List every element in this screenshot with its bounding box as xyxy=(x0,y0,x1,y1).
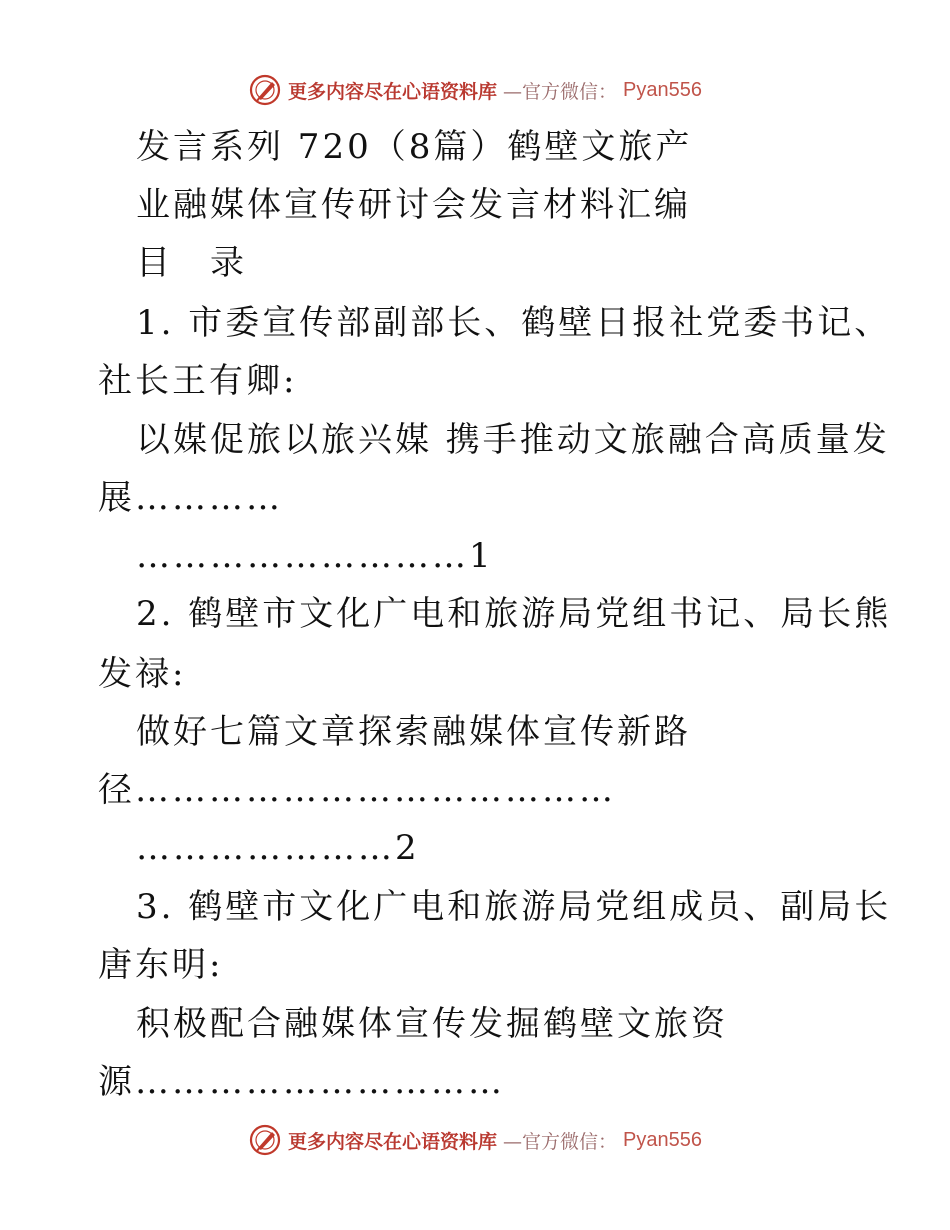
watermark-suffix: —官方微信： xyxy=(503,80,618,103)
watermark-banner-top xyxy=(0,70,950,110)
doc-title-line-2: 业融媒体宣传研讨会发言材料汇编 xyxy=(136,185,691,225)
toc-entry-2-speaker-line-2: 发禄: xyxy=(98,654,187,694)
watermark-text: 更多内容尽在心语资料库 xyxy=(288,1130,498,1153)
pen-logo-icon xyxy=(248,1123,282,1157)
toc-entry-1-page: ………………………1 xyxy=(136,536,494,576)
toc-entry-1-speaker-line-1: 1. 市委宣传部副部长、鹤壁日报社党委书记、 xyxy=(136,303,892,343)
toc-entry-1-title-line-1: 以媒促旅以旅兴媒 携手推动文旅融合高质量发 xyxy=(136,420,890,460)
watermark-wechat-id: Pyan556 xyxy=(623,78,702,101)
toc-entry-1-speaker-line-2: 社长王有卿: xyxy=(98,361,298,401)
toc-entry-2-page: …………………2 xyxy=(136,828,420,868)
watermark-suffix: —官方微信： xyxy=(503,1130,618,1153)
watermark-wechat-id: Pyan556 xyxy=(623,1128,702,1151)
toc-entry-3-speaker-line-2: 唐东明: xyxy=(98,945,224,985)
toc-entry-1-title-line-2: 展………… xyxy=(98,478,283,518)
doc-title-line-1: 发言系列 720（8篇）鹤壁文旅产 xyxy=(136,127,693,167)
toc-entry-2-title-line-2: 径………………………………… xyxy=(98,770,616,810)
toc-heading: 目 录 xyxy=(136,243,247,283)
toc-entry-2-speaker-line-1: 2. 鹤壁市文化广电和旅游局党组书记、局长熊 xyxy=(136,594,892,634)
toc-entry-2-title-line-1: 做好七篇文章探索融媒体宣传新路 xyxy=(136,712,691,752)
watermark-text: 更多内容尽在心语资料库 xyxy=(288,80,498,103)
watermark-banner-bottom xyxy=(0,1120,950,1160)
toc-entry-3-title-line-1: 积极配合融媒体宣传发掘鹤壁文旅资 xyxy=(136,1004,728,1044)
pen-logo-icon xyxy=(248,73,282,107)
toc-entry-3-speaker-line-1: 3. 鹤壁市文化广电和旅游局党组成员、副局长 xyxy=(136,887,892,927)
toc-entry-3-title-line-2: 源………………………… xyxy=(98,1062,505,1102)
